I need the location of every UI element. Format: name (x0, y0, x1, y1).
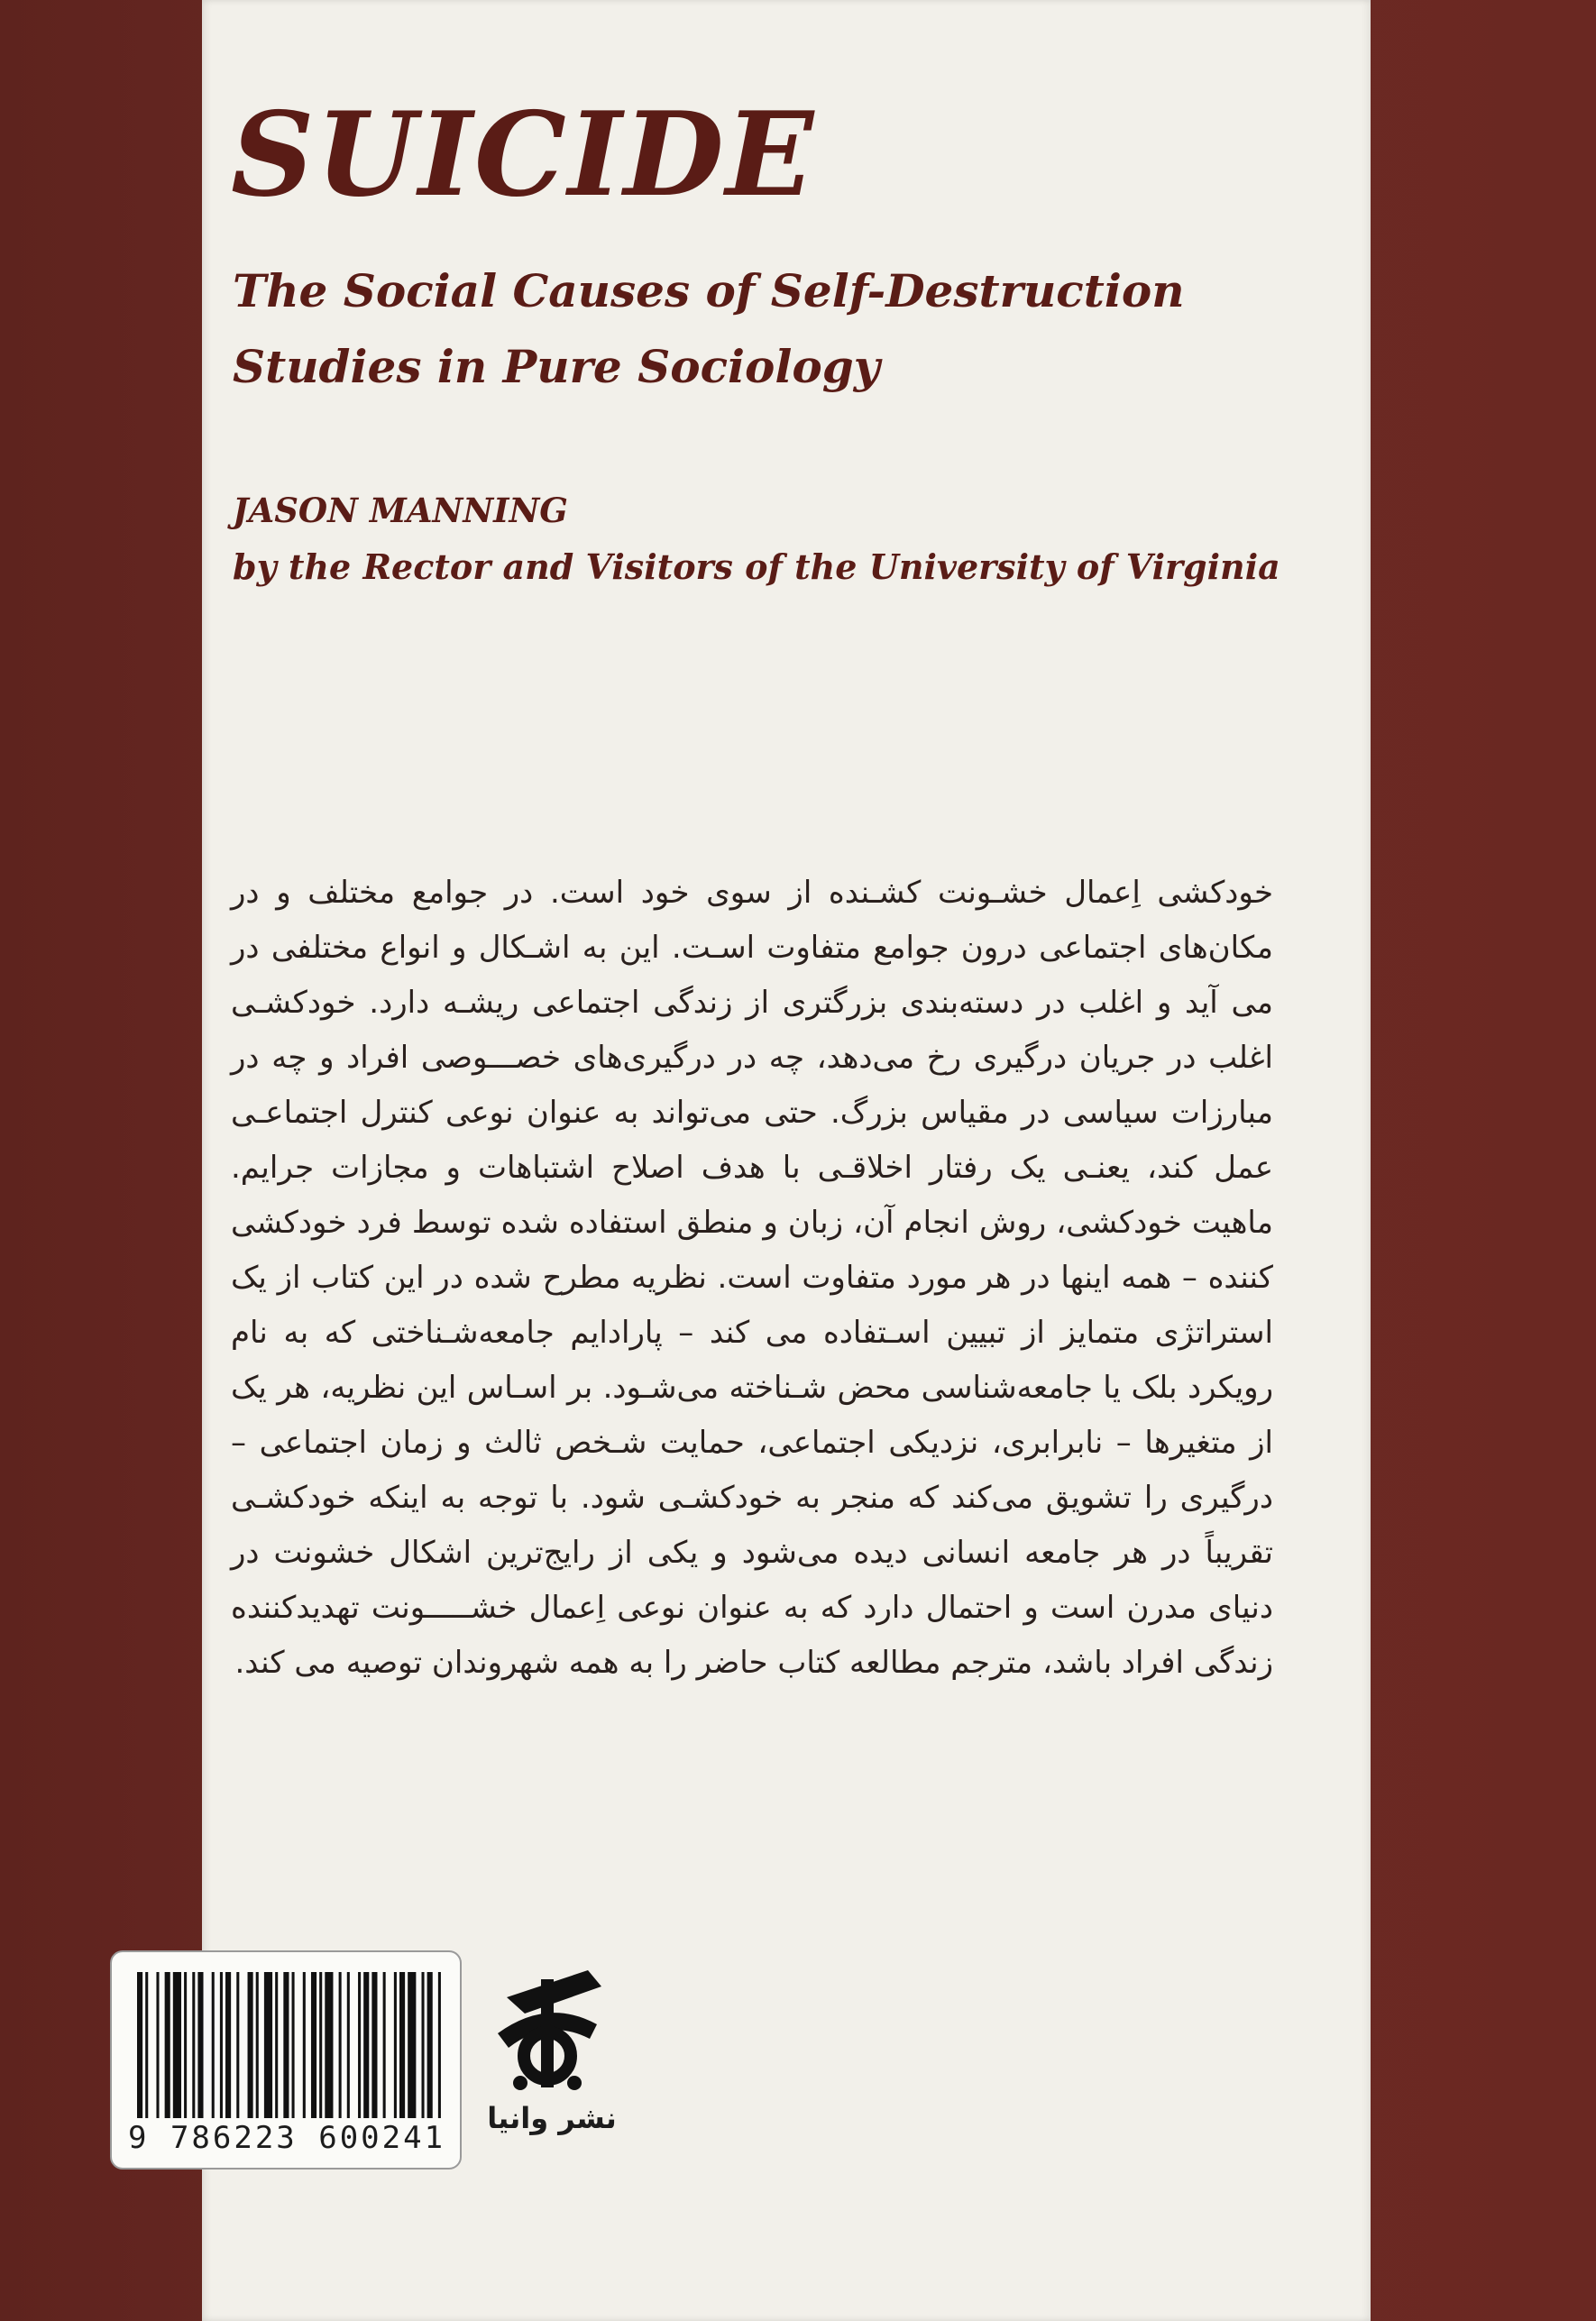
barcode-bar (421, 1972, 424, 2118)
barcode-bar (363, 1972, 369, 2118)
barcode-bar (427, 1972, 433, 2118)
barcode-bar (137, 1972, 142, 2118)
barcode-bars (137, 1972, 444, 2118)
barcode-bar (383, 1972, 386, 2118)
barcode-bar (325, 1972, 333, 2118)
barcode-bar (319, 1972, 322, 2118)
isbn-number: 9 786223 600241 (128, 2120, 446, 2156)
barcode-bar (184, 1972, 187, 2118)
barcode-bar (225, 1972, 231, 2118)
barcode-bar (173, 1972, 181, 2118)
publisher-logo-icon (480, 1961, 615, 2096)
barcode-bar (358, 1972, 361, 2118)
book-subtitle: The Social Causes of Self-Destruction (233, 264, 1185, 317)
barcode-bar (165, 1972, 170, 2118)
barcode-bar (371, 1972, 377, 2118)
series-title: Studies in Pure Sociology (233, 340, 880, 393)
copyright-line: by the Rector and Visitors of the University of Virginia (233, 546, 1280, 587)
barcode-bar (399, 1972, 405, 2118)
barcode-bar (311, 1972, 316, 2118)
barcode-bar (212, 1972, 215, 2118)
isbn-barcode (110, 1950, 462, 2170)
barcode-bar (303, 1972, 306, 2118)
barcode-bar (394, 1972, 397, 2118)
barcode-bar (192, 1972, 195, 2118)
barcode-bar (156, 1972, 159, 2118)
author-name: JASON MANNING (233, 491, 568, 530)
barcode-bar (408, 1972, 416, 2118)
barcode-bar (236, 1972, 239, 2118)
barcode-bar (145, 1972, 148, 2118)
barcode-bar (264, 1972, 272, 2118)
barcode-bar (197, 1972, 203, 2118)
book-description: خودکشی اِعمال خشـونت کشـنده از سوی خود است. در جوامع مختلف و در مکان‌های اجتماعی درون جوامع متفاوت اسـت. این به اشـکال و انواع مختلفی در می آید و اغلب در دسته‌بندی بزرگتری از زندگی اجتماعی ریشـه دارد. خودکشـی اغلب در جریان درگیری رخ می‌دهد، چه در درگیری‌های خصـــوصی افراد و چه در مبارزات سیاسی در مقیاس بزرگ. حتی می‌تواند به عنوان نوعی کنترل اجتماعـی عمل کند، یعنـی یک رفتار اخلاقـی با هدف اصلاح اشتباهات و مجازات جرایم. ماهیت خودکشی، روش انجام آن، زبان و منطق استفاده شده توسط فرد خودکشی کننده – همه اینها در هر مورد متفاوت است. نظریه مطرح شده در این کتاب از یک استراتژی متمایز از تبیین اسـتفاده می کند – پارادایم جامعه‌شـناختی که به نام رویکرد بلک یا جامعه‌شناسی محض شـناخته می‌شـود. بر اسـاس این نظریه، هر یک از متغیرها – نابرابری، نزدیکی اجتماعی، حمایت شـخص ثالث و زمان اجتماعی – درگیری را تشویق می‌کند که منجر به خودکشـی شود. با توجه به اینکه خودکشـی تقریباً در هر جامعه انسانی دیده می‌شود و یکی از رایج‌ترین اشکال خشونت در دنیای مدرن است و احتمال دارد که به عنوان نوعی اِعمال خشـــــونت تهدیدکننده زندگی افراد باشد، مترجم مطالعه کتاب حاضر را به همه شهروندان توصیه می کند. (231, 875, 1273, 1681)
barcode-bar (220, 1972, 223, 2118)
barcode-bar (283, 1972, 289, 2118)
barcode-bar (275, 1972, 278, 2118)
barcode-bar (256, 1972, 259, 2118)
book-title: SUICIDE (231, 87, 816, 223)
publisher-name: نشر وانیا (487, 2101, 617, 2135)
barcode-bar (248, 1972, 253, 2118)
barcode-bar (339, 1972, 342, 2118)
barcode-bar (347, 1972, 350, 2118)
barcode-bar (438, 1972, 441, 2118)
barcode-bar (292, 1972, 295, 2118)
